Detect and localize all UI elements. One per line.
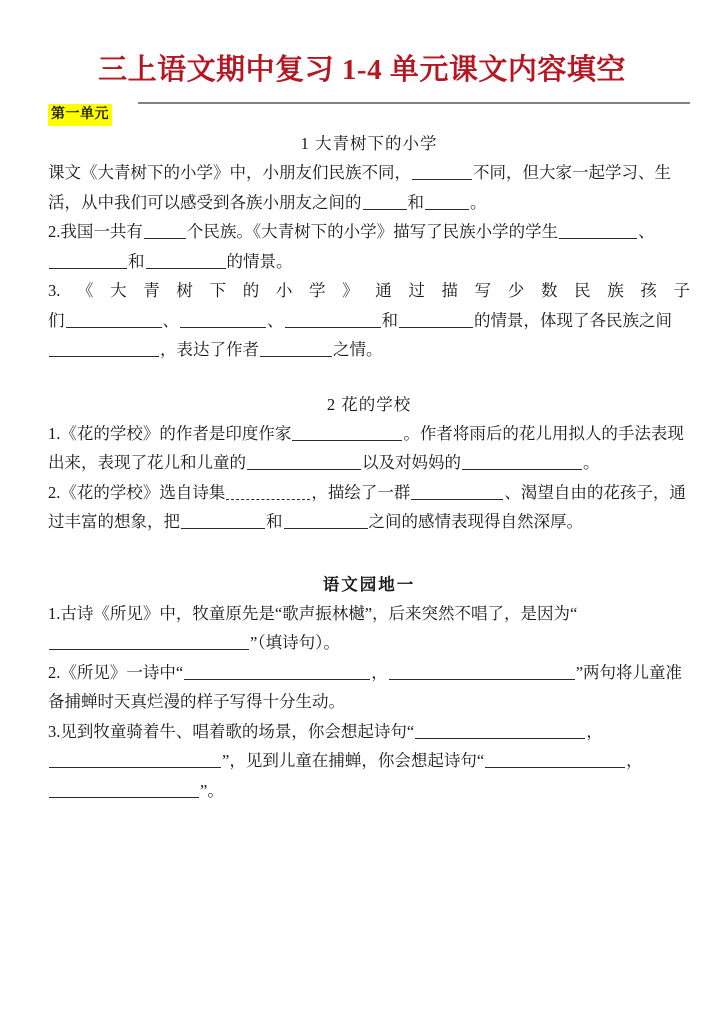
question-paragraph [48,599,690,658]
question-paragraph [48,276,690,306]
fill-in-blank[interactable] [49,634,249,650]
paragraph-text: 以及对妈妈的 [362,453,461,473]
fill-in-blank[interactable] [412,164,472,180]
fill-in-blank[interactable] [284,513,368,529]
question-paragraph [48,217,690,276]
paragraph-text: 3.《大青树下的小学》通过描写少数民族孩子 [48,281,690,301]
paragraph-text: 和 [381,310,398,330]
paragraph-text: ”（填诗句）。 [250,633,340,653]
paragraph-text: 、 [267,310,284,330]
unit-header-row [0,100,724,126]
paragraph-text: ”。 [200,780,224,800]
section-gap [48,365,690,387]
horizontal-rule [138,102,690,104]
paragraph-text: ， [371,662,388,682]
fill-in-blank[interactable] [485,752,625,768]
fill-in-blank[interactable] [260,341,332,357]
fill-in-blank[interactable] [226,484,310,500]
paragraph-text: ， [626,751,643,771]
fill-in-blank[interactable] [411,484,503,500]
section-gap [48,537,690,567]
section-heading: 1 大青树下的小学 [300,134,438,154]
fill-in-blank[interactable] [462,454,582,470]
question-paragraph [48,478,690,537]
page-title: 三上语文期中复习 1-4 单元课文内容填空 [98,54,626,86]
paragraph-text: 课文《大青树下的小学》中，小朋友们民族不同， [48,163,411,183]
paragraph-text: 、 [638,222,655,242]
fill-in-blank[interactable] [247,454,361,470]
section-heading: 语文园地一 [322,574,416,594]
paragraph-text: 1.古诗《所见》中，牧童原先是“歌声振林樾”，后来突然不唱了，是因为“ [48,603,578,623]
paragraph-text: 2.我国一共有 [48,222,143,242]
paragraph-text: ， [586,721,603,741]
paragraph-text: ，描绘了一群 [311,482,411,502]
fill-in-blank[interactable] [285,312,381,328]
fill-in-blank[interactable] [184,664,370,680]
paragraph-text: 和 [128,251,145,271]
fill-in-blank[interactable] [292,425,402,441]
paragraph-text: 2.《所见》一诗中“ [48,662,184,682]
paragraph-text: 1.《花的学校》的作者是印度作家 [48,423,292,443]
fill-in-blank[interactable] [363,194,407,210]
fill-in-blank[interactable] [49,341,159,357]
paragraph-text: 。 [583,453,600,473]
fill-in-blank[interactable] [144,223,186,239]
paragraph-text: ”，见到儿童在捕蝉，你会想起诗句“ [222,751,485,771]
fill-in-blank[interactable] [559,223,637,239]
paragraph-text: 个民族。《大青树下的小学》描写了民族小学的学生 [186,222,559,242]
paragraph-text: ，表达了作者 [160,340,259,360]
paragraph-text: 。作者将雨后的花儿用拟人的手法表现出来，表现了花儿和儿童的 [48,423,684,473]
document-body [0,130,724,805]
fill-in-blank[interactable] [425,194,469,210]
paragraph-text: ”两句将儿童准备捕蝉时天真烂漫的样子写得十分生动。 [48,662,683,712]
fill-in-blank[interactable] [389,664,575,680]
paragraph-text: 3.见到牧童骑着牛、唱着歌的场景，你会想起诗句“ [48,721,415,741]
fill-in-blank[interactable] [180,312,266,328]
fill-in-blank[interactable] [146,253,226,269]
paragraph-text: 2.《花的学校》选自诗集 [48,482,226,502]
fill-in-blank[interactable] [49,752,221,768]
section-heading: 2 花的学校 [326,394,412,414]
paragraph-text: 们 [48,310,65,330]
paragraph-text: 的情景。 [226,251,293,271]
paragraph-text: 。 [470,192,487,212]
fill-in-blank[interactable] [66,312,162,328]
unit-tag-highlight: 第一单元 [48,104,112,126]
paragraph-text: 和 [407,192,424,212]
fill-in-blank[interactable] [181,513,265,529]
fill-in-blank[interactable] [415,723,585,739]
question-paragraph [48,158,690,217]
paragraph-text: 不同，但大家一起学习、生活，从中我们可以感受到各族小朋友之间的 [48,163,671,212]
fill-in-blank[interactable] [49,253,127,269]
fill-in-blank[interactable] [399,312,473,328]
paragraph-text: 的情景，体现了各民族之间 [474,310,672,330]
question-paragraph [48,419,690,478]
question-paragraph [48,658,690,717]
paragraph-text: 之间的感情表现得自然深厚。 [368,512,583,532]
question-paragraph [48,306,690,365]
paragraph-text: 、渴望自由的花孩子，通过丰富的想象，把 [48,482,686,532]
paragraph-text: 之情。 [333,340,383,360]
paragraph-text: 、 [162,310,179,330]
question-paragraph [48,717,690,806]
paragraph-text: 和 [266,512,283,532]
fill-in-blank[interactable] [49,782,199,798]
